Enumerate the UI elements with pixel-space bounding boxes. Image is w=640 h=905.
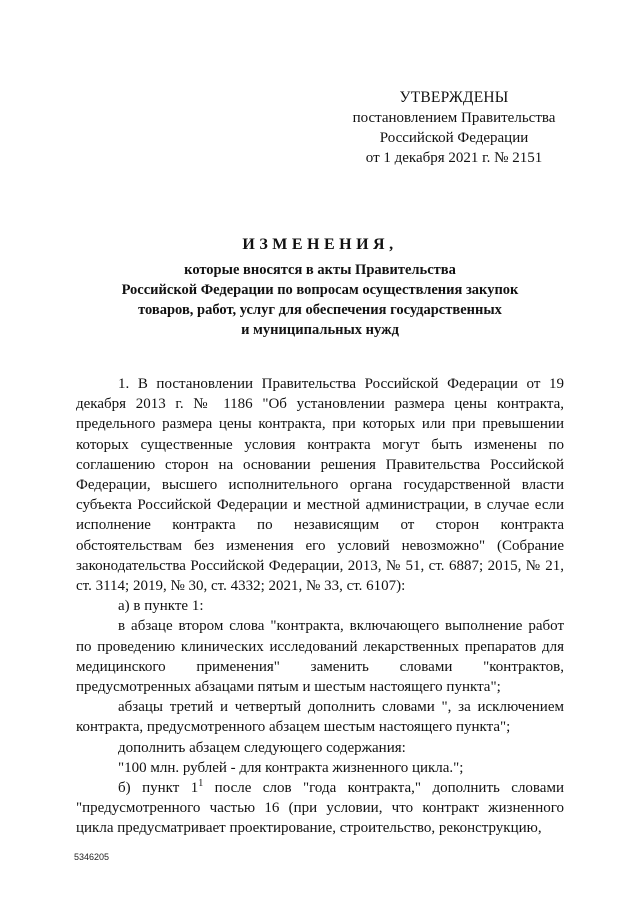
approval-title: УТВЕРЖДЕНЫ: [399, 89, 509, 106]
paragraph-4: абзацы третий и четвертый дополнить словами ", за исключением контракта, предусмотренного абзацем шестым настоящего пункта";: [76, 699, 564, 736]
paragraph-1: 1. В постановлении Правительства Российской Федерации от 19 декабря 2013 г. № 1186 "Об установлении размера цены контракта, предельного размера цены контракта, при которых или при превышении которых существенные условия контракта могут быть изменены по соглашению сторон на основании решения Правительства Российской Федерации, высшего исполнительного органа государственной власти субъекта Российской Федерации и местной администрации, в случае если исполнение контракта по независящим от сторон контракта обстоятельствам без изменения его условий невозможно" (Собрание законодательства Российской Федерации, 2013, № 51, ст. 6887; 2015, № 21, ст. 3114; 2019, № 30, ст. 4332; 2021, № 33, ст. 6107):: [76, 376, 564, 595]
paragraph-7-start: б) пункт 1: [118, 780, 199, 797]
document-title: ИЗМЕНЕНИЯ,: [242, 236, 398, 253]
document-code: 5346205: [74, 852, 110, 862]
paragraph-3: в абзаце втором слова "контракта, включающего выполнение работ по проведению клинических исследований лекарственных препаратов для медицинского применения" заменить словами "контрактов, предусмотренных абзацами пятым и шестым настоящего пункта";: [76, 618, 564, 696]
paragraph-7-rest: после слов "года контракта," дополнить словами "предусмотренного частью 16 (при условии, что контракт жизненного цикла предусматривает проектирование, строительство, реконструкцию,: [76, 780, 564, 837]
paragraph-7-superscript: 1: [198, 778, 204, 790]
document-subtitle-line-4: и муниципальных нужд: [241, 322, 399, 338]
document-body: [76, 374, 564, 839]
approval-line-1: постановлением Правительства: [352, 110, 556, 126]
document-heading: [76, 236, 564, 340]
paragraph-2: а) в пункте 1:: [118, 598, 204, 615]
document-subtitle-line-2: Российской Федерации по вопросам осуществления закупок: [121, 282, 519, 298]
paragraph-5: дополнить абзацем следующего содержания:: [118, 739, 406, 756]
approval-line-2: Российской Федерации: [379, 130, 529, 146]
approval-line-3: от 1 декабря 2021 г. № 2151: [365, 150, 543, 166]
document-subtitle-line-3: товаров, работ, услуг для обеспечения государственных: [138, 302, 502, 318]
document-subtitle-line-1: которые вносятся в акты Правительства: [184, 262, 456, 278]
paragraph-7: [76, 778, 564, 839]
paragraph-6: "100 млн. рублей - для контракта жизненного цикла.";: [118, 759, 464, 776]
approval-stamp: [340, 88, 568, 168]
